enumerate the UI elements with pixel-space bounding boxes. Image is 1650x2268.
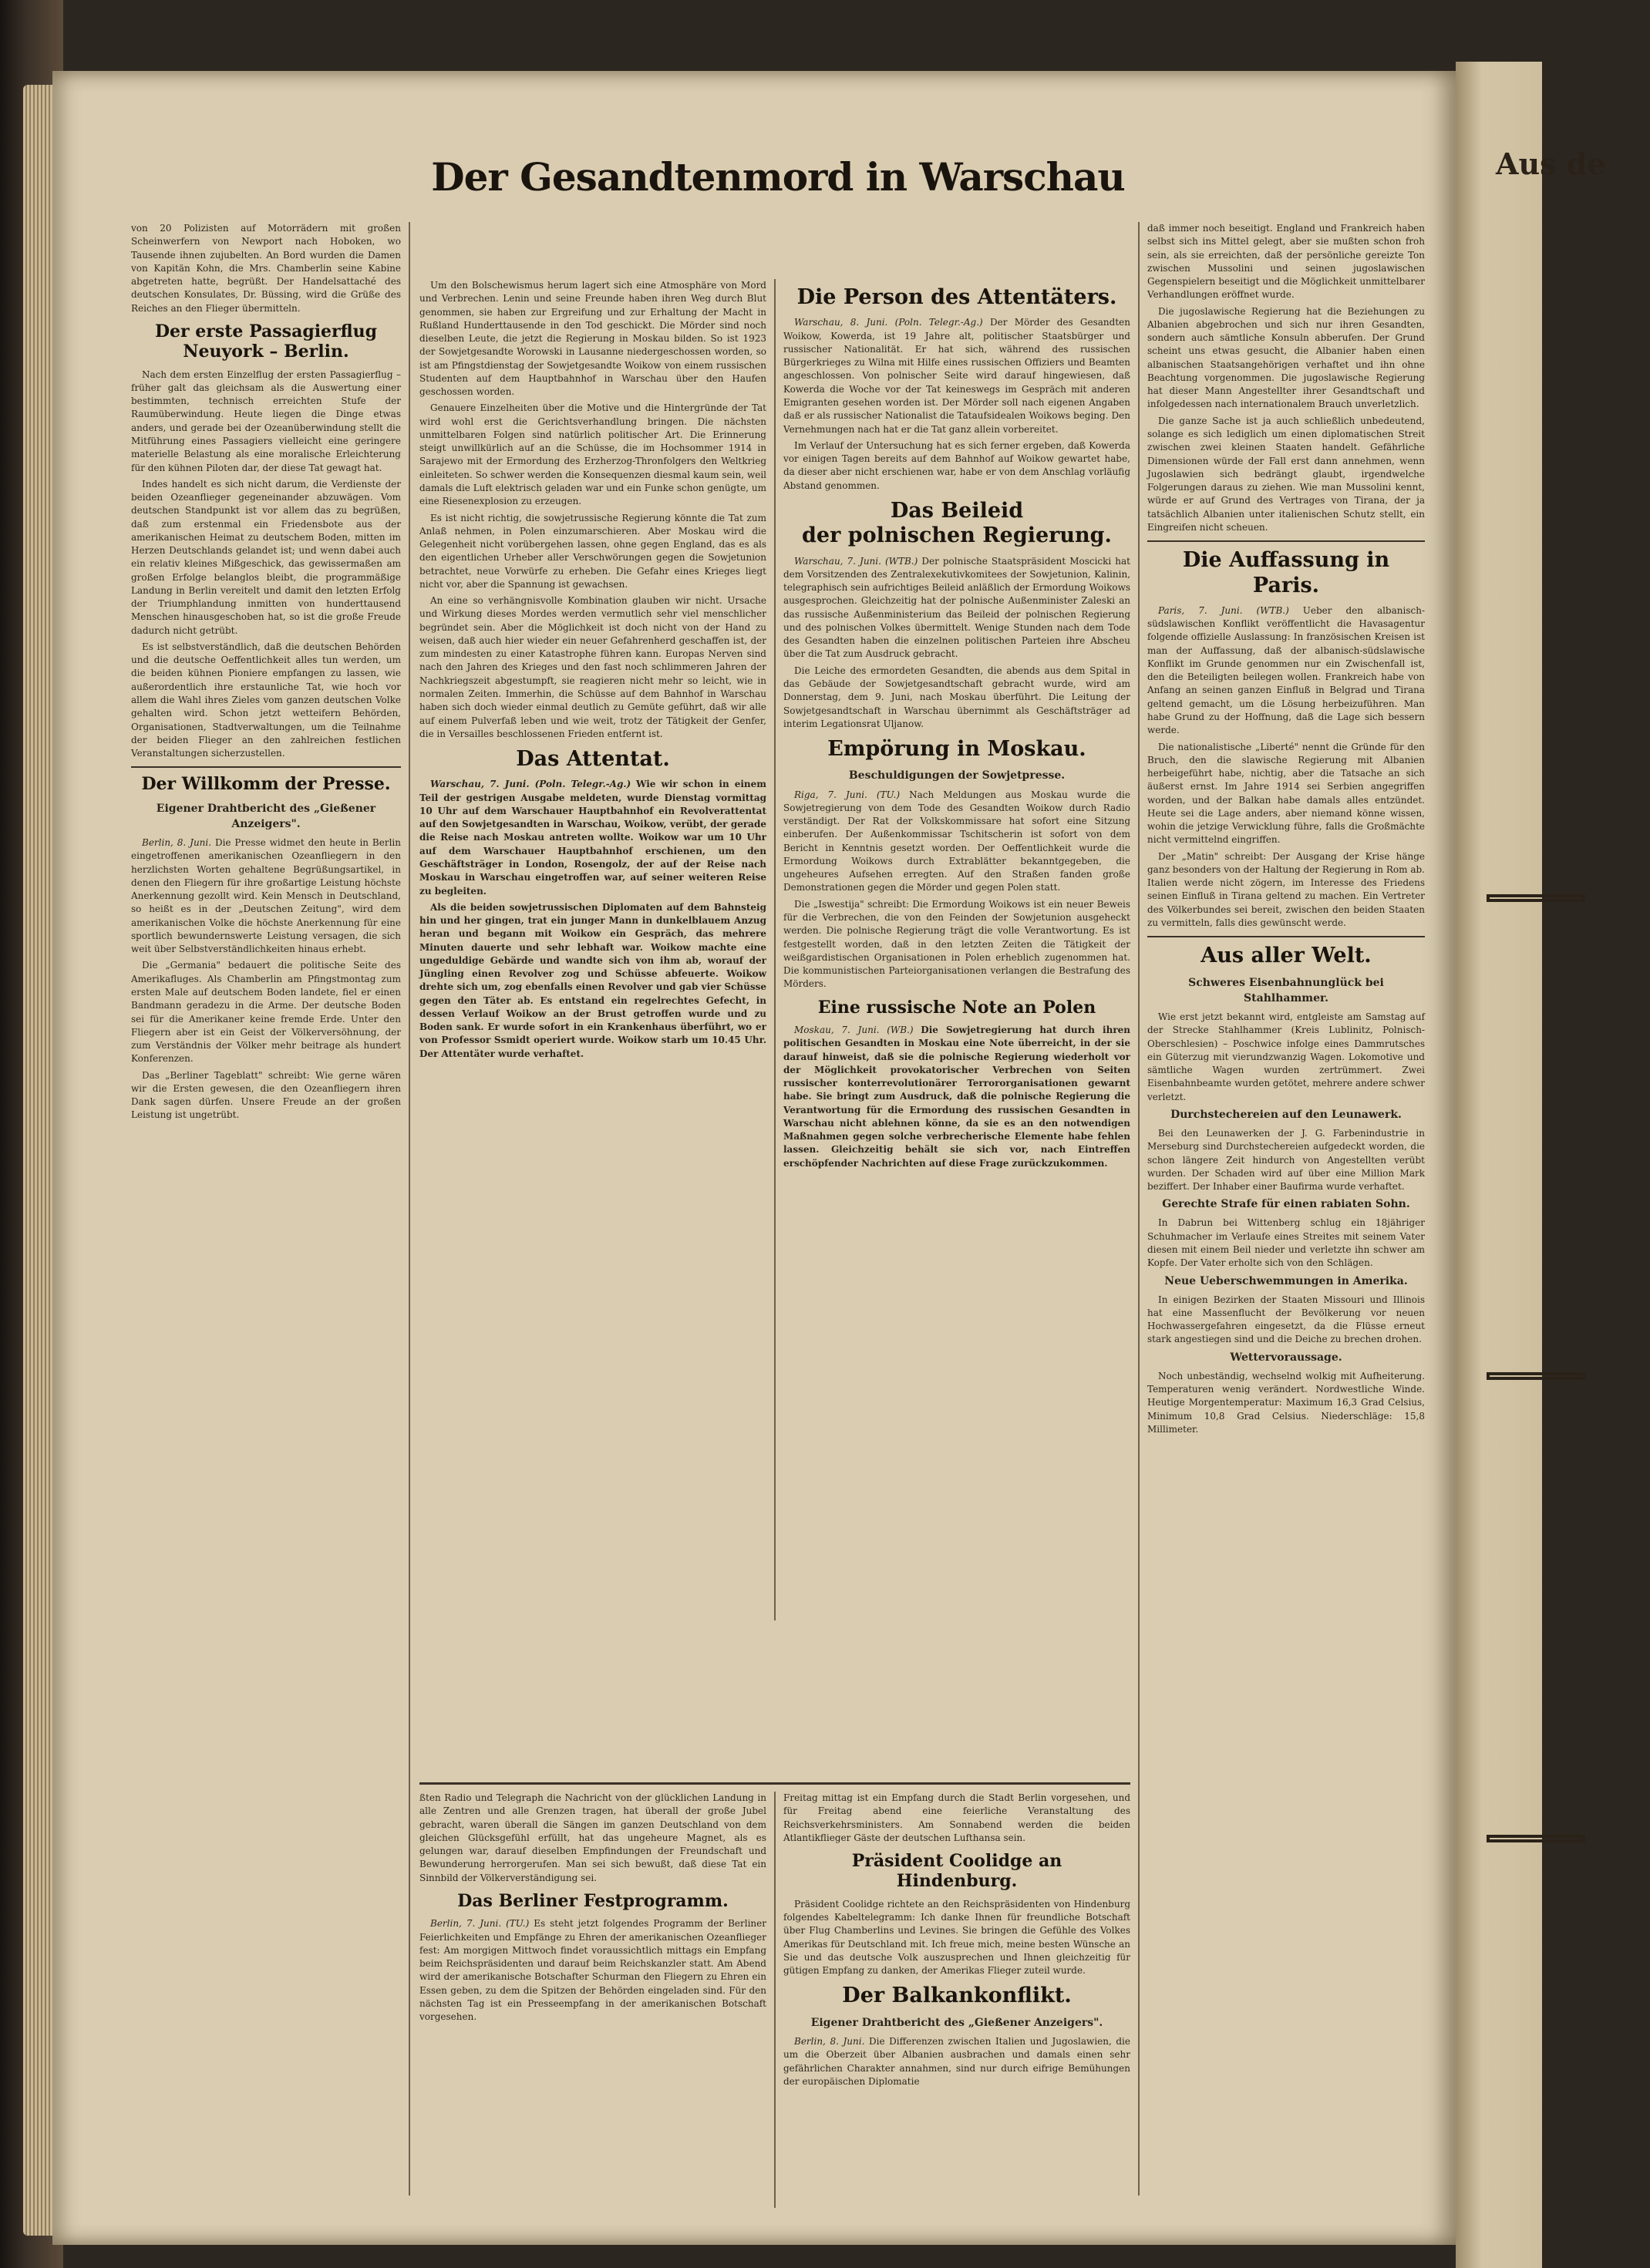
article-text: Als die beiden sowjetrussischen Diplomaten auf dem Bahnsteig hin und her gingen, trat ein junger Mann in dunkelblauem Anzug heran und begann mit Woikow ein Gespräch, das mehrere Minuten dauerte und sehr lebhaft war. Woikow machte eine ungeduldige Gebärde und wandte sich von ihm ab, worauf der Jüngling einen Revolver zog und Schüsse abfeuerte. Woikow drehte sich um, zog ebenfalls einen Revolver und gab vier Schüsse gegen den Täter ab. Es entstand ein regelrechtes Gefecht, in dessen Verlauf Woikow an der Brust getroffen wurde und zu Boden sank. Er wurde sofort in ein Krankenhaus überführt, wo er von Professor Ssmidt operiert wurde. Woikow starb um 10.45 Uhr. Der Attentäter wurde verhaftet. <box>419 901 766 1059</box>
article-text: Das „Berliner Tageblatt" schreibt: Wie gerne wären wir die Ersten gewesen, die den Ozeanfliegern ihren Dank sagen dürfen. Unsere Freude an der großen Leistung ist ungetrübt. <box>131 1069 401 1121</box>
article-text: Wie wir schon in einem Teil der gestrigen Ausgabe meldeten, wurde Dienstag vormittag 10 Uhr auf dem Warschauer Hauptbahnhof ein Revolverattentat auf den Sowjetgesandten in Warschau, Woikow, verübt, der gerade die Reise nach Moskau antreten wollte. Woikow war um 10 Uhr auf dem Warschauer Hauptbahnhof erschienen, um den Geschäftsträger in London, Rosengolz, der auf der Reise nach Moskau in Warschau eingetroffen war, auf seiner weiteren Reise zu begleiten. <box>419 779 766 897</box>
adjacent-rule <box>1487 1835 1585 1842</box>
article-text: Im Verlauf der Untersuchung hat es sich ferner ergeben, daß Kowerda vor einigen Tagen bereits auf dem Bahnhof auf Woikow gewartet habe, da dieser aber nicht erschienen war, habe er von dem Anschlag vorläufig Abstand genommen. <box>783 439 1130 491</box>
column-rule <box>1138 222 1140 2196</box>
headline-line: Hindenburg. <box>896 1871 1018 1892</box>
article-text: Es ist selbstverständlich, daß die deutschen Behörden und die deutsche Oeffentlichkeit alles tun werden, um die beiden kühnen Pioniere empfangen zu lassen, wie außerordentlich ihre erstaunliche Tat, wie hoch vor allem die Wahl ihres Zieles vom ganzen deutschen Volke gehalten wird. Schon jetzt wetteifern Behörden, Organisationen, Stadtverwaltungen, um die Teilnahme der beiden Flieger an den zahlreichen festlichen Veranstaltungen sicherzustellen. <box>131 641 401 759</box>
subheadline: Beschuldigungen der Sowjetpresse. <box>848 769 1066 782</box>
headline-coolidge <box>783 1851 1130 1892</box>
item-title: Gerechte Strafe für einen rabiaten Sohn. <box>1162 1198 1410 1211</box>
article-text: Die „Iswestija" schreibt: Die Ermordung Woikows ist ein neuer Beweis für die Verbrechen, die von den Feinden der Sowjetunion ausgeheckt werden. Die polnische Regierung trägt die volle Verantwortung. Es ist festgestellt worden, daß in den letzten Zeiten die Tätigkeit der weißgardistischen Organisationen in Polen erheblich zugenommen hat. Die kommunistischen Parteiorganisationen verlangen die Bestrafung des Mörders. <box>783 898 1130 990</box>
headline-moskau: Empörung in Moskau. <box>827 737 1086 762</box>
article-text: Die Presse widmet den heute in Berlin eingetroffenen amerikanischen Ozeanfliegern in den herzlichsten Worten gehaltene Begrüßungsartikel, in denen den Fliegern für ihre großartige Leistung höchste Anerkennung gezollt wird. Kein Mensch in Deutschland, so heißt es in der „Deutschen Zeitung", wird dem amerikanischen Volke die höchste Anerkennung für eine sportlich bewundernswerte Leistung versagen, die sich weit über Selbstverständlichkeiten hinaus erhebt. <box>131 837 401 955</box>
article-text: Der polnische Staatspräsident Moscicki hat dem Vorsitzenden des Zentralexekutivkomitees der Sowjetunion, Kalinin, telegraphisch sein aufrichtiges Beileid anläßlich der Ermordung Woikows ausgesprochen. Gleichzeitig hat der polnische Außenminister Zaleski an das russische Außenministerium das Beileid der polnischen Regierung und des polnischen Volkes übermittelt. Wenige Stunden nach dem Tode des Gesandten haben die einzelnen politischen Parteien ihre Abscheu über die Tat zum Ausdruck gebracht. <box>783 555 1130 660</box>
item-title: Schweres Eisenbahnunglück bei Stahlhammer. <box>1188 976 1384 1004</box>
dateline: Warschau, 7. Juni. (Poln. Telegr.-Ag.) <box>430 779 631 790</box>
dateline: Warschau, 8. Juni. (Poln. Telegr.-Ag.) <box>794 317 983 328</box>
article-text: An eine so verhängnisvolle Kombination glauben wir nicht. Ursache und Wirkung dieses Mordes werden vermutlich sehr viel menschlicher begründet sein. Aber die Möglichkeit ist doch nicht von der Hand zu weisen, daß auch hier wieder ein neuer Gefahrenherd geschaffen ist, der zum mindesten zu einer Katastrophe führen kann. Europas Nerven sind nach den Jahren des Krieges und den fast noch schlimmeren Jahren der Nachkriegszeit abgestumpft, sie reagieren nicht mehr so leicht, wie in normalen Zeiten. Immerhin, die Schüsse auf dem Bahnhof in Warschau haben sich doch wieder einmal deutlich zu Gemüte geführt, daß wir alle auf einem Pulverfaß leben und wie weit, trotz der Tätigkeit der Genfer, die in Versailles beschlossenen Frieden entfernt ist. <box>419 595 766 739</box>
dateline: Riga, 7. Juni. (TU.) <box>794 789 901 800</box>
adjacent-rule <box>1487 894 1585 902</box>
headline-passagierflug <box>131 321 401 362</box>
section-rule <box>131 766 401 768</box>
article-text: Die Sowjetregierung hat durch ihren politischen Gesandten in Moskau eine Note überreicht, in der sie darauf hinweist, daß sie die polnische Regierung wiederholt vor der Möglichkeit provokatorischer Verbrechen von Seiten russischer konterrevolutionärer Terrororganisationen gewarnt habe. Sie bringt zum Ausdruck, daß die polnische Regierung die Verantwortung für die Ermordung des russischen Gesandten in Warschau nicht ablehnen könne, da sie es an den notwendigen Maßnahmen gegen solche verbrecherische Elemente habe fehlen lassen. Gleichzeitig behält sie sich vor, nach Eintreffen erschöpfender Nachrichten auf diese Frage zurückzukommen. <box>783 1025 1130 1169</box>
headline-note: Eine russische Note an Polen <box>817 997 1096 1018</box>
item-title: Neue Ueberschwemmungen in Amerika. <box>1164 1274 1408 1287</box>
section-rule <box>1147 936 1425 937</box>
headline-aus-aller-welt: Aus aller Welt. <box>1200 944 1372 968</box>
adjacent-rule <box>1487 1372 1585 1380</box>
headline-person: Die Person des Attentäters. <box>796 285 1117 309</box>
subheadline: Eigener Drahtbericht des „Gießener Anzeigers". <box>156 802 376 830</box>
article-text: Genauere Einzelheiten über die Motive und die Hintergründe der Tat wird wohl erst die Gerichtsverhandlung bringen. Die nächsten unmittelbaren Folgen sind natürlich politischer Art. Die Erinnerung steigt unwillkürlich auf an die Schüsse, die im Hochsommer 1914 in Sarajewo mit der Ermordung des Erzherzog-Thronfolgers den Weltkrieg einleiteten. So schwer werden die Konsequenzen diesmal kaum sein, weil damals die Luft elektrisch geladen war und ein Funke schon genügte, um eine Riesenexplosion zu erzeugen. <box>419 402 766 507</box>
dateline: Berlin, 7. Juni. (TU.) <box>430 1918 530 1930</box>
dateline: Berlin, 8. Juni. <box>794 2035 865 2047</box>
article-text: Es ist nicht richtig, die sowjetrussische Regierung könnte die Tat zum Anlaß nehmen, in Polen einzumarschieren. Aber Moskau wird die Gelegenheit nicht vorübergehen lassen, ohne gegen England, das es als den eigentlichen Urheber aller Verschwörungen gegen die Sowjetunion betrachtet, neue Vorwürfe zu erheben. Die Gefahr eines Krieges liegt nicht vor, aber die Spannung ist gewachsen. <box>419 512 766 590</box>
article-text: ßten Radio und Telegraph die Nachricht von der glücklichen Landung in alle Zentren und alle Grenzen tragen, hat überall der große Jubel gebracht, waren überall die Sängen im ganzen Deutschland von dem gleichen Glücksgefühl erfüllt, hat das ungeheure Magnet, als es gelungen war, darauf dieselben Empfindungen der Freundschaft und Bewunderung herrorgerufen. Man sei sich bewußt, daß diese Tat ein Sinnbild der Völkerverständigung sei. <box>419 1792 766 1883</box>
article-text: Die Leiche des ermordeten Gesandten, die abends aus dem Spital in das Gebäude der Sowjetgesandtschaft gebracht wurde, wird am Donnerstag, dem 9. Juni, nach Moskau überführt. Die Leitung der Sowjetgesandtschaft in Warschau übernimmt als Geschäftsträger ad interim Legationsrat Uljanow. <box>783 665 1130 729</box>
column-4 <box>1147 222 1425 2226</box>
column-rule <box>409 222 410 2196</box>
headline-line: Der erste Passagierflug <box>154 321 378 342</box>
dateline: Paris, 7. Juni. (WTB.) <box>1158 604 1289 616</box>
article-text: Ueber den albanisch-südslawischen Konflikt veröffentlicht die Havasagentur folgende offizielle Auslassung: In französischen Kreisen ist man der Auffassung, daß der albanisch-südslawische Konflikt im Grunde genommen nur ein Zwischenfall ist, den die Beteiligten beilegen wollen. Frankreich habe von Anfang an seinen ganzen Einfluß in Belgrad und Tirana geltend gemacht, um die Lösung herbeizuführen. Man habe Grund zu der Hoffnung, daß die Lage sich bessern werde. <box>1147 604 1425 736</box>
article-text: Die Differenzen zwischen Italien und Jugoslawien, die um die Oberzeit über Albanien ausbrachen und damals einen sehr gefährlichen Charakter annahmen, sind nur durch eifrige Bemühungen der europäischen Diplomatie <box>783 2035 1131 2087</box>
headline-beileid <box>783 499 1130 549</box>
article-text: Indes handelt es sich nicht darum, die Verdienste der beiden Ozeanflieger gegeneinander abzuwägen. Vom deutschen Standpunkt ist vor allem das zu begrüßen, daß zum erstenmal ein Friedensbote aus der amerikanischen Heimat zu deutschem Boden, mitten im Herzen Deutschlands gelandet ist; und wenn dabei auch ein relativ kleines Mißgeschick, das gewissermaßen am großen Erfolge belanglos bleibt, die programmäßige Landung in Berlin vereitelt und damit den letzten Erfolg der Triumphlandung inmitten von hunderttausend Menschen hinausgeschoben hat, so ist die große Freude dadurch nicht getrübt. <box>131 478 401 636</box>
article-text: Nach Meldungen aus Moskau wurde die Sowjetregierung von dem Tode des Gesandten Woikow durch Radio verständigt. Der Rat der Volkskommissare hat sofort eine Sitzung einberufen. Der Außenkommissar Tschitscherin ist sofort von dem Bericht in Kenntnis gesetzt worden. Der Oeffentlichkeit wurde die Ermordung Woikows durch Extrablätter bekanntgegeben, die ungeheures Aufsehen erregten. Auf den Straßen fanden große Demonstrationen gegen die Mörder und gegen Polen statt. <box>783 789 1130 893</box>
item-title: Durchstechereien auf den Leunawerk. <box>1170 1108 1402 1121</box>
article-text: Der „Matin" schreibt: Der Ausgang der Krise hänge ganz besonders von der Haltung der Regierung in Rom ab. Italien werde nicht zögern, im Interesse des Friedens seinen Einfluß in Tirana geltend zu machen. Ein Vertreter des Völkerbundes sei bereit, zwischen den beiden Staaten zu vermitteln, falls dies gewünscht werde. <box>1147 850 1425 928</box>
subheadline: Eigener Drahtbericht des „Gießener Anzeigers". <box>810 2016 1103 2029</box>
dateline: Warschau, 7. Juni. (WTB.) <box>794 555 918 567</box>
column-3 <box>783 279 1130 1775</box>
adjacent-page-header: Aus de <box>1496 146 1606 181</box>
article-text: Präsident Coolidge richtete an den Reichspräsidenten von Hindenburg folgendes Kabeltelegramm: Ich danke Ihnen für freundliche Botschaft über Flug Chamberlins und Levines. Sie bringen die Gefühle des Volkes Amerikas für Deutschland mit. Ich freue mich, meine besten Wünsche an Sie und das deutsche Volk auszusprechen und Ihnen gleichzeitig für gütigen Empfang zu danken, der Amerikas Flieger zuteil wurde. <box>783 1898 1130 1977</box>
main-headline: Der Gesandtenmord in Warschau <box>431 154 1125 200</box>
headline-festprogramm: Das Berliner Festprogramm. <box>457 1890 729 1911</box>
newspaper-page <box>52 71 1456 2245</box>
article-text: Die ganze Sache ist ja auch schließlich unbedeutend, solange es sich lediglich um einen diplomatischen Streit zwischen zwei kleinen Staaten handelt. Gefährliche Dimensionen würde der Fall erst dann annehmen, wenn Jugoslawien sich bedrängt glaubt, irgendwelche Folgerungen daraus zu ziehen. Wie man Mussolini kennt, würde er auf Grund des Vertrages von Tirana, der ja tatsächlich Albanien unter italienischen Schutz stellt, ein Eingreifen nicht scheuen. <box>1147 415 1425 533</box>
article-text: Die „Germania" bedauert die politische Seite des Amerikafluges. Als Chamberlin am Pfingstmontag zum ersten Male auf deutschem Boden landete, fiel er einen Bandmann geradezu in die Arme. Der deutsche Boden sei für die Amerikaner keine fremde Erde. Unter den Fliegern aber ist ein Geist der Völkerversöhnung, der zum Verständnis der Völker mehr beitrage als hundert Konferenzen. <box>131 960 401 1065</box>
section-rule <box>419 1782 1130 1785</box>
column-rule <box>774 1792 776 2208</box>
article-text: daß immer noch beseitigt. England und Frankreich haben selbst sich ins Mittel gelegt, aber sie mußten schon froh sein, als sie erreichten, daß der persönliche gereizte Ton zwischen Mussolini und seinen jugoslawischen Gegenspielern beseitigt und die Möglichkeit unmittelbarer Verhandlungen eröffnet wurde. <box>1147 223 1425 301</box>
headline-line: Präsident Coolidge an <box>851 1851 1062 1872</box>
article-text: Es steht jetzt folgendes Programm der Berliner Feierlichkeiten und Empfänge zu Ehren der amerikanischen Ozeanflieger fest: Am morgigen Mittwoch findet voraussichtlich mittags ein Empfang beim Reichspräsidenten und darauf beim Reichskanzler statt. Am Abend wird der amerikanische Botschafter Schurman den Fliegern zu Ehren ein Essen geben, zu dem die Spitzen der Behörden eingeladen sind. Für den nächsten Tag ist ein Presseempfang in der amerikanischen Botschaft vorgesehen. <box>419 1918 766 2023</box>
article-text: Bei den Leunawerken der J. G. Farbenindustrie in Merseburg sind Durchstechereien aufgedeckt worden, die schon längere Zeit hindurch von Angestellten verübt wurden. Der Schaden wird auf über eine Million Mark beziffert. Der Inhaber einer Baufirma wurde verhaftet. <box>1147 1127 1425 1193</box>
column-1 <box>131 222 401 2226</box>
dateline: Moskau, 7. Juni. (WB.) <box>794 1025 914 1035</box>
headline-line: Das Beileid <box>890 498 1024 523</box>
article-text: In einigen Bezirken der Staaten Missouri und Illinois hat eine Massenflucht der Bevölkerung vor neuen Hochwassergefahren eingesetzt, da die Flüsse erneut stark angestiegen sind und die Deiche zu brechen drohen. <box>1147 1294 1425 1345</box>
item-title: Wettervoraussage. <box>1230 1351 1342 1364</box>
article-text: Freitag mittag ist ein Empfang durch die Stadt Berlin vorgesehen, und für Freitag abend eine feierliche Veranstaltung des Reichsverkehrsministers. Am Sonnabend werden die beiden Atlantikflieger Gäste der deutschen Lufthansa sein. <box>783 1792 1130 1843</box>
headline-balkan: Der Balkankonflikt. <box>842 1984 1072 2008</box>
article-text: Die nationalistische „Liberté" nennt die Gründe für den Bruch, den die slawische Regierung mit Albanien herbeigeführt habe, nichtig, aber die Tatsache an sich äußerst ernst. Im Jahre 1914 sei Serbien angegriffen worden, und der Balkan habe damals alles entzündet. Heute sei die Lage anders, aber niemand könne wissen, wohin die jetzige Verwicklung führe, falls die Großmächte nicht vermittelnd eingriffen. <box>1147 741 1425 846</box>
headline-paris: Die Auffassung in Paris. <box>1182 548 1390 597</box>
article-text: Nach dem ersten Einzelflug der ersten Passagierflug – früher galt das gleichsam als die Auswertung einer bestimmten, technisch erreichten Stufe der Raumüberwindung. Heute liegen die Dinge etwas anders, und gerade bei der Ozeanüberwindung stellt die Mitführung eines Passagiers vielleicht eine geringere materielle Belastung als eine moralische Erleichterung für den kühnen Piloten dar, der diese Tat gewagt hat. <box>131 368 401 473</box>
headline-willkomm: Der Willkomm der Presse. <box>141 774 391 795</box>
article-text: von 20 Polizisten auf Motorrädern mit großen Scheinwerfern von Newport nach Hoboken, wo Tausende ihnen zujubelten. An Bord wurden die Damen von Kapitän Kohn, die Mrs. Chamberlin seine Kabine abgetreten hatte, begrüßt. Der Handelsattaché des deutschen Konsulates, Dr. Büssing, wird die Grüße des Reiches an den Flieger übermitteln. <box>131 223 401 314</box>
headline-line: der polnischen Regierung. <box>802 523 1112 548</box>
article-text: Der Mörder des Gesandten Woikow, Kowerda, ist 19 Jahre alt, politischer Staatsbürger und russischer Nationalität. Er hat sich, während des russischen Bürgerkrieges zu Wilna mit Hilfe eines russischen Offiziers und Beamten angeschlossen. Von polnischer Seite wird darauf hingewiesen, daß Kowerda die Woche vor der Tat keineswegs im Gespräch mit anderen Emigranten gesehen worden ist. Der Mörder soll nach eigenen Angaben daß er als russischer Nationalist die Tataufsidealen Woikows beging. Den Vernehmungen nach hat er die Tat ganz allein vorbereitet. <box>783 317 1130 435</box>
column-rule <box>774 279 776 1620</box>
article-text: Noch unbeständig, wechselnd wolkig mit Aufheiterung. Temperaturen wenig verändert. Nordwestliche Winde. Heutige Morgentemperatur: Maximum 16,3 Grad Celsius, Minimum 10,8 Grad Celsius. Niederschläge: 15,8 Millimeter. <box>1147 1370 1425 1435</box>
column-2 <box>419 279 766 1775</box>
article-text: Wie erst jetzt bekannt wird, entgleiste am Samstag auf der Strecke Stahlhammer (Kreis Lublinitz, Polnisch-Oberschlesien) – Poschwice infolge eines Dammrutsches ein Güterzug mit vierundzwanzig Wagen. Lokomotive und sämtliche Wagen wurden zertrümmert. Zwei Eisenbahnbeamte wurden getötet, mehrere andere schwer verletzt. <box>1147 1011 1425 1102</box>
adjacent-page <box>1456 62 1606 2268</box>
article-text: Die jugoslawische Regierung hat die Beziehungen zu Albanien abgebrochen und sich nur ihren Gesandten, sondern auch sämtliche Konsuln abberufen. Der Grund scheint uns etwas gesucht, die Albanier haben einen albanischen Staatsangehörigen verhaftet und ihn ohne Beachtung vorgenommen. Die jugoslawische Regierung hat dieser Mann Angestellter ihrer Gesandtschaft und infolgedessen nach internationalem Brauch unverletzlich. <box>1147 305 1425 410</box>
column-2-continued <box>419 1792 766 2223</box>
column-3-continued <box>783 1792 1130 2223</box>
section-rule <box>1147 540 1425 542</box>
article-text: In Dabrun bei Wittenberg schlug ein 18jähriger Schuhmacher im Verlaufe eines Streites mit seinem Vater diesen mit einem Beil nieder und verletzte ihn schwer am Kopfe. Der Vater erholte sich von den Schlägen. <box>1147 1217 1425 1269</box>
article-text: Um den Bolschewismus herum lagert sich eine Atmosphäre von Mord und Verbrechen. Lenin und seine Freunde haben ihren Weg durch Blut genommen, sie haben zur Ergreifung und zur Erhaltung der Macht in Rußland Hunderttausende in den Tod geschickt. Die Mörder sind noch dieselben Leute, die jetzt die Regierung in Moskau bilden. So ist 1923 der Sowjetgesandte Worowski in Lausanne niedergeschossen worden, so ist am Pfingstdienstag der Sowjetgesandte Woikow von einem russischen Studenten auf dem Hauptbahnhof in Warschau über den Haufen geschossen worden. <box>419 280 766 398</box>
dateline: Berlin, 8. Juni. <box>142 837 212 849</box>
headline-line: Neuyork – Berlin. <box>183 342 349 362</box>
headline-attentat: Das Attentat. <box>516 747 670 772</box>
